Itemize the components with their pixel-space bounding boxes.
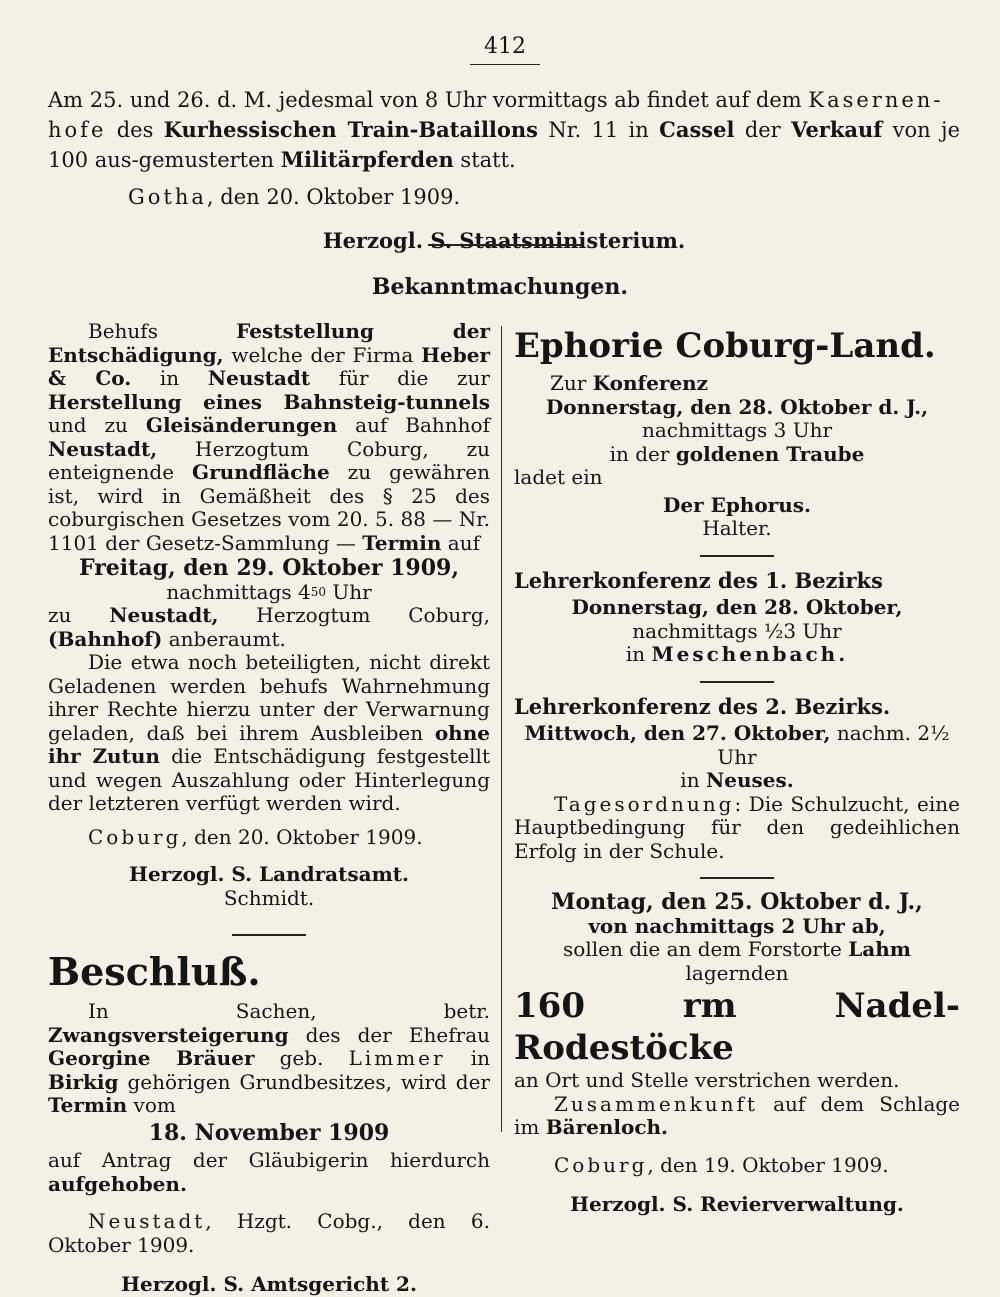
bezirk1-heading: Lehrerkonferenz des 1. Bezirks (514, 567, 883, 593)
right-rule-2 (700, 681, 774, 683)
ephorie-heading: Ephorie Coburg-Land. (514, 326, 936, 366)
auction-text: sollen die an dem Forstorte Lahm lagernden (563, 937, 911, 985)
konferenz-date: Donnerstag, den 28. Oktober d. J., (545, 394, 929, 419)
amtsgericht-signature: Herzogl. S. Amtsgericht 2. (121, 1272, 417, 1296)
top-paragraph: Am 25. und 26. d. M. jedesmal von 8 Uhr vormittags ab findet auf dem Kasernen- hofe des Kurhessischen Train-Bataillons Nr. 11 in Cassel der Verkauf von je 100 aus-gemusterten Militärpferden statt. (48, 88, 960, 172)
right-rule-1 (700, 555, 774, 557)
revier-date: Coburg, den 19. Oktober 1909. (554, 1152, 889, 1177)
top-date: Gotha, den 20. Oktober 1909. (128, 185, 461, 209)
ephorus-signature: Der Ephorus. (663, 492, 811, 517)
bezirk1-date: Donnerstag, den 28. Oktober, (571, 595, 903, 619)
bezirk2-date: Mittwoch, den 27. Oktober, nachm. 2½ Uhr (524, 721, 950, 769)
beschluss-result: auf Antrag der Gläubigerin hierdurch aufgehoben. (48, 1148, 490, 1196)
auction-time: von nachmittags 2 Uhr ab, (588, 913, 886, 938)
left-column (48, 320, 490, 1297)
termin-place: zu Neustadt, Herzogtum Coburg, (Bahnhof) anberaumt. (48, 603, 490, 651)
konferenz-time: nachmittags 3 Uhr (641, 418, 833, 442)
ephorus-name: Halter. (702, 516, 772, 540)
beschluss-date: 18. November 1909 (148, 1119, 390, 1146)
left-rule-1 (232, 934, 306, 936)
page-number: 412 (484, 34, 526, 59)
bezirk1-place: in Meschenbach. (625, 642, 849, 666)
coburg-date: Coburg, den 20. Oktober 1909. (88, 824, 423, 849)
right-rule-3 (700, 877, 774, 879)
enteignung-text: Behufs Feststellung der Entschädigung, welche der Firma Heber & Co. in Neustadt für die zur Herstellung eines Bahnsteig-tunnels und zu Gleisänderungen auf Bahnhof Neustadt, Herzogtum Coburg, zu enteignende Grundfläche zu gewähren ist, wird in Gemäßheit des § 25 des coburgischen Gesetzes vom 20. 5. 88 — Nr. 1101 der Gesetz-Sammlung — Termin auf (48, 319, 490, 555)
beschluss-heading: Beschluß. (48, 949, 261, 994)
konferenz-invite: ladet ein (514, 465, 603, 489)
top-signature: Herzogl. S. Staatsministerium. (322, 228, 686, 253)
section-rule (428, 244, 582, 246)
termin-date: Freitag, den 29. Oktober 1909, (78, 555, 460, 581)
section-heading: Bekanntmachungen. (371, 274, 629, 300)
konferenz-place: in der goldenen Traube (609, 441, 865, 466)
bezirk2-agenda: Tagesordnung: Die Schulzucht, eine Hauptbedingung für den gedeihlichen Erfolg in der Schule. (514, 791, 960, 863)
konferenz-line: Zur Konferenz (550, 371, 709, 395)
ladung-text: Die etwa noch beteiligten, nicht direkt Geladenen werden behufs Wahrnehmung ihrer Rechte hierzu unter der Verwarnung geladen, daß bei ihrem Ausbleiben ohne ihr Zutun die Entschädigung festgestellt und wegen Auszahlung oder Hinterlegung der letzteren verfügt werden wird. (48, 650, 490, 815)
bezirk2-heading: Lehrerkonferenz des 2. Bezirks. (514, 693, 891, 719)
termin-time: nachmittags $4^{50}$ Uhr (166, 579, 372, 604)
column-divider (501, 326, 502, 1132)
landratsamt-signature: Herzogl. S. Landratsamt. (129, 862, 409, 886)
auction-date: Montag, den 25. Oktober d. J., (551, 889, 923, 915)
beschluss-text: In Sachen, betr. Zwangsversteigerung des der Ehefrau Georgine Bräuer geb. Limmer in Birkig gehörigen Grundbesitzes, wird der Termin vom (48, 999, 490, 1117)
page-number-rule (470, 64, 540, 65)
revier-signature: Herzogl. S. Revierverwaltung. (570, 1192, 904, 1216)
auction-meeting: Zusammenkunft auf dem Schlage im Bärenloch. (514, 1091, 960, 1139)
landratsamt-name: Schmidt. (223, 885, 315, 910)
neustadt-date: Neustadt, Hzgt. Cobg., den 6. Oktober 1909. (48, 1209, 490, 1257)
bezirk2-place: in Neuses. (680, 768, 794, 792)
auction-location: an Ort und Stelle verstrichen werden. (514, 1068, 900, 1092)
right-column (514, 324, 960, 1217)
auction-item: 160 rm Nadel-Rodestöcke (514, 986, 960, 1068)
top-notice (48, 86, 960, 255)
bezirk1-time: nachmittags ½3 Uhr (632, 618, 842, 643)
